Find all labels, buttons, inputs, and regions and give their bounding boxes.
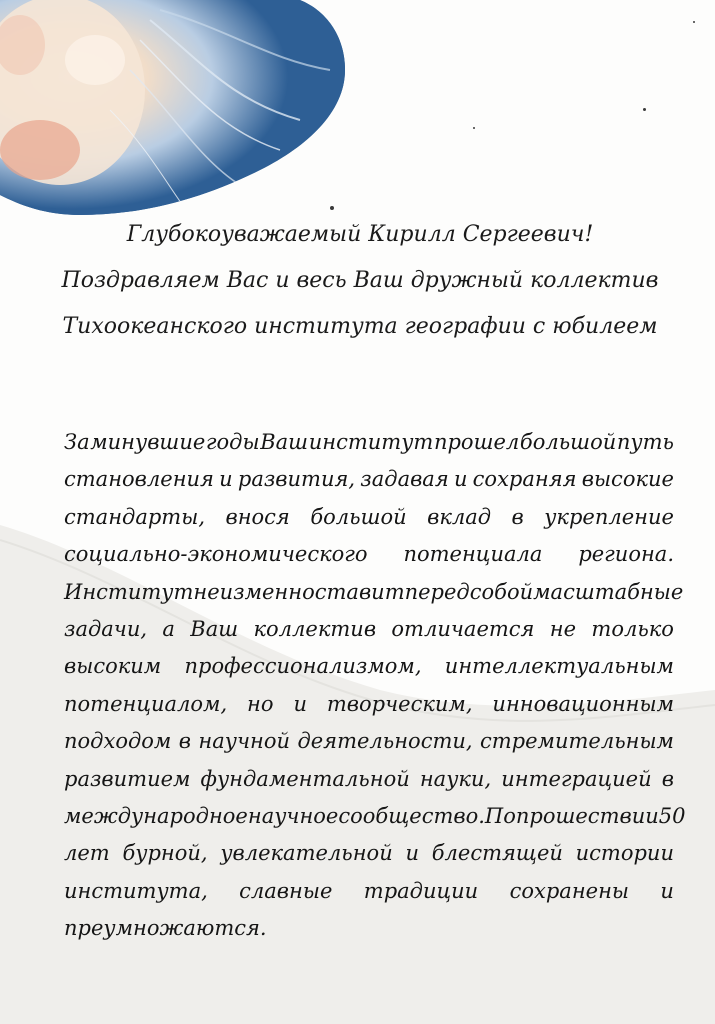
body-word: и	[293, 691, 307, 716]
body-line	[64, 835, 674, 872]
body-word: большой	[519, 430, 617, 454]
body-word: института,	[64, 878, 208, 903]
body-word: масштабные	[533, 579, 684, 604]
body-word: прошествии	[515, 803, 659, 828]
body-word: славные	[239, 878, 333, 903]
body-word: развития,	[237, 467, 356, 492]
body-word: внося	[225, 504, 290, 529]
body-line	[64, 648, 674, 685]
jellyfish-photo	[0, 0, 360, 220]
body-word: неизменно	[193, 579, 315, 604]
congrats-line-2: Тихоокеанского института географии с юбилеем	[62, 314, 658, 339]
body-line	[64, 611, 674, 648]
body-word: не	[549, 616, 577, 641]
body-word: творческим,	[326, 691, 473, 716]
body-word: традиции	[363, 878, 479, 903]
body-line	[64, 461, 674, 498]
body-word: По	[484, 803, 516, 828]
body-word: стремительным	[480, 729, 674, 754]
body-word: вклад	[427, 504, 492, 529]
congrats-line-1: Поздравляем Вас и весь Ваш дружный коллектив	[61, 268, 659, 293]
body-word: задачи,	[64, 616, 148, 641]
greeting-heading: Глубокоуважаемый Кирилл Сергеевич!	[126, 222, 594, 247]
body-word: прошел	[433, 430, 520, 454]
body-word: международное	[64, 803, 248, 828]
body-word: годы	[205, 430, 260, 454]
body-line	[64, 761, 674, 798]
body-word: ставит	[314, 579, 405, 604]
body-word: Институт	[64, 579, 194, 604]
body-word: региона.	[578, 542, 674, 567]
body-word: укрепление	[544, 504, 674, 529]
letter-body	[64, 424, 686, 947]
body-word: потенциалом,	[64, 691, 228, 716]
body-word: минувшие	[90, 430, 206, 454]
body-word: перед	[404, 579, 470, 604]
body-word: стандарты,	[64, 504, 205, 529]
body-word: научное	[247, 803, 339, 828]
body-line	[64, 723, 674, 760]
body-word: науки,	[419, 766, 492, 791]
body-word: и	[405, 841, 419, 866]
body-word: но	[247, 691, 274, 716]
body-line	[64, 499, 674, 536]
body-word: лет	[64, 841, 110, 866]
body-word: подходом	[64, 729, 172, 754]
body-word: интеллектуальным	[444, 654, 674, 679]
body-word: сообщество.	[338, 803, 485, 828]
body-line	[64, 910, 674, 947]
body-word: путь	[616, 430, 674, 454]
body-word: и	[219, 467, 233, 492]
body-word: фундаментальной	[200, 766, 410, 791]
body-word: научной	[198, 729, 291, 754]
body-word: интеграцией	[501, 766, 652, 791]
body-line	[64, 798, 686, 835]
body-line	[64, 873, 674, 910]
body-word: инновационным	[492, 691, 674, 716]
body-word: в	[511, 504, 524, 529]
body-word: институт	[308, 430, 434, 454]
body-word: блестящей	[431, 841, 563, 866]
body-word: развитием	[64, 766, 191, 791]
body-line	[64, 536, 674, 573]
body-word: деятельности,	[297, 729, 473, 754]
body-word: в	[661, 766, 674, 791]
body-line	[64, 424, 674, 461]
body-word: задавая	[360, 467, 449, 492]
body-word: потенциала	[403, 542, 543, 567]
body-word: а	[162, 616, 175, 641]
body-word: и	[660, 878, 674, 903]
dust-speck	[693, 21, 695, 23]
body-word: бурной,	[122, 841, 208, 866]
body-word: высокие	[581, 467, 674, 492]
body-word: социально-экономического	[64, 542, 368, 567]
body-word: становления	[64, 467, 214, 492]
body-word: отличается	[391, 616, 535, 641]
body-word: профессионализмом,	[184, 654, 422, 679]
dust-speck	[330, 206, 334, 210]
body-word: сохранены	[509, 878, 630, 903]
body-word: Ваш	[260, 430, 309, 454]
dust-speck	[643, 108, 646, 111]
body-word: и	[453, 467, 468, 492]
dust-speck	[473, 127, 475, 129]
body-line	[64, 686, 674, 723]
body-word: истории	[575, 841, 674, 866]
body-word: увлекательной	[220, 841, 393, 866]
body-word: большой	[310, 504, 407, 529]
body-line	[64, 574, 684, 611]
body-word: высоким	[64, 654, 162, 679]
body-word: только	[591, 616, 674, 641]
body-word: За	[64, 430, 90, 454]
body-word: сохраняя	[472, 467, 577, 492]
body-word: в	[178, 729, 191, 754]
body-word: собой	[469, 579, 534, 604]
body-word: Ваш	[190, 616, 239, 641]
body-word: коллектив	[253, 616, 377, 641]
body-word: преумножаются.	[64, 916, 267, 941]
body-word: 50	[658, 803, 686, 828]
